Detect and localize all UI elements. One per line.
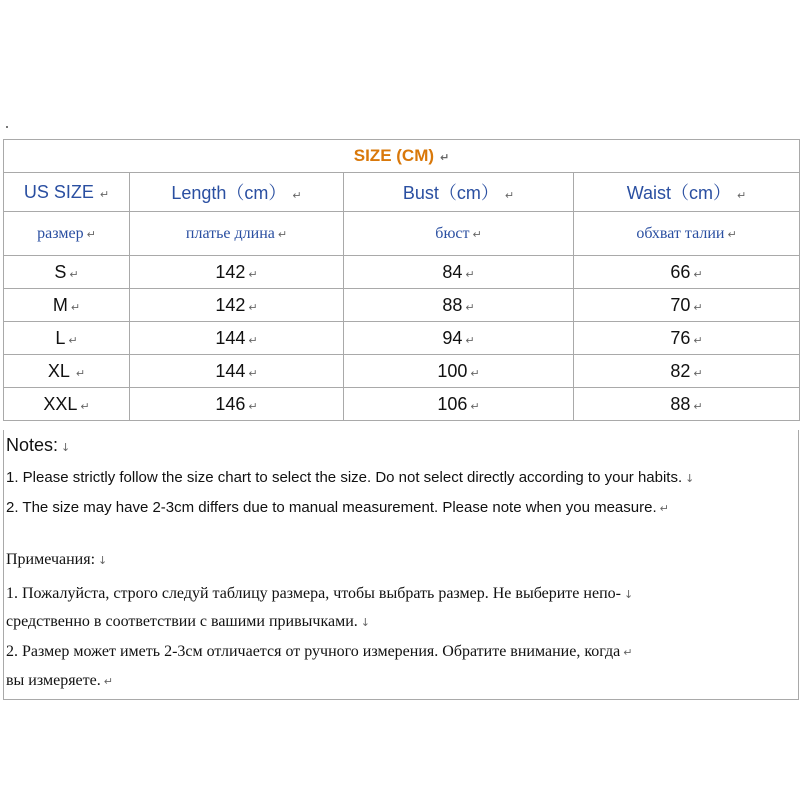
notes-en-line-2: 2. The size may have 2-3cm differs due to manual measurement. Please note when you measure. ↵ <box>6 499 669 516</box>
notes-ru-line-2a: 2. Размер может иметь 2-3см отличается от ручного измерения. Обратите внимание, когда ↵ <box>6 643 633 660</box>
cell-waist: 66 ↵ <box>574 256 800 289</box>
header-waist: Waist（cm） ↵ <box>574 173 800 212</box>
cell-mark: ↵ <box>292 189 302 202</box>
cell-size: L ↵ <box>4 322 130 355</box>
cell-length: 146 ↵ <box>130 388 344 421</box>
cell-mark: ↵ <box>659 502 669 515</box>
table-row <box>4 289 800 322</box>
cell-size: XXL ↵ <box>4 388 130 421</box>
table-row <box>4 322 800 355</box>
cell-bust: 106 ↵ <box>344 388 574 421</box>
table-row <box>4 256 800 289</box>
cell-bust: 84 ↵ <box>344 256 574 289</box>
notes-ru-line-2b: вы измеряете. ↵ <box>6 672 113 689</box>
header-ru-waist: обхват талии ↵ <box>574 212 800 256</box>
notes-ru-line-1b: средственно в соответствии с вашими привычками. ↓ <box>6 613 371 630</box>
cell-mark: ↵ <box>86 227 96 241</box>
cell-waist: 76 ↵ <box>574 322 800 355</box>
line-break-mark: ↓ <box>685 472 695 485</box>
cell-length: 142 ↵ <box>130 289 344 322</box>
cell-mark: ↵ <box>737 189 747 202</box>
line-break-mark: ↓ <box>360 616 371 629</box>
cell-length: 142 ↵ <box>130 256 344 289</box>
header-bust: Bust（cm） ↵ <box>344 173 574 212</box>
table-title-cell <box>4 140 800 173</box>
cell-bust: 88 ↵ <box>344 289 574 322</box>
notes-en-line-1: 1. Please strictly follow the size chart to select the size. Do not select directly according to your habits. ↓ <box>6 469 695 486</box>
notes-section <box>3 430 799 700</box>
cell-mark: ↵ <box>504 189 515 202</box>
cell-waist: 88 ↵ <box>574 388 800 421</box>
cell-bust: 94 ↵ <box>344 322 574 355</box>
cell-mark: ↵ <box>277 227 288 241</box>
title-row <box>4 140 800 173</box>
header-row <box>4 173 800 212</box>
cell-mark: ↵ <box>623 646 633 659</box>
notes-title-en: Notes: ↓ <box>6 435 71 455</box>
header-us-size: US SIZE ↵ <box>4 173 130 212</box>
header-ru-length: платье длина ↵ <box>130 212 344 256</box>
line-break-mark: ↓ <box>98 554 108 567</box>
table-title: SIZE (CM) <box>353 146 435 165</box>
header-length: Length（cm） ↵ <box>130 173 344 212</box>
table-row <box>4 355 800 388</box>
cell-mark: ↵ <box>103 675 113 688</box>
table-row <box>4 388 800 421</box>
cell-size: XL ↵ <box>4 355 130 388</box>
cell-size: M ↵ <box>4 289 130 322</box>
cell-waist: 70 ↵ <box>574 289 800 322</box>
header-ru-row <box>4 212 800 256</box>
notes-title-ru: Примечания: ↓ <box>6 551 108 568</box>
stray-dot <box>6 126 8 128</box>
notes-ru-line-1a: 1. Пожалуйста, строго следуй таблицу размера, чтобы выбрать размер. Не выберите непо- ↓ <box>6 585 634 602</box>
cell-waist: 82 ↵ <box>574 355 800 388</box>
cell-length: 144 ↵ <box>130 355 344 388</box>
cell-bust: 100 ↵ <box>344 355 574 388</box>
header-ru-bust: бюст ↵ <box>344 212 574 256</box>
cell-length: 144 ↵ <box>130 322 344 355</box>
cell-mark: ↵ <box>440 151 450 164</box>
size-table <box>3 139 800 421</box>
cell-mark: ↵ <box>727 227 737 241</box>
header-ru-size: размер ↵ <box>4 212 130 256</box>
cell-size: S ↵ <box>4 256 130 289</box>
cell-mark: ↵ <box>99 187 110 201</box>
line-break-mark: ↓ <box>61 441 71 454</box>
cell-mark: ↵ <box>472 227 482 241</box>
line-break-mark: ↓ <box>623 588 634 601</box>
